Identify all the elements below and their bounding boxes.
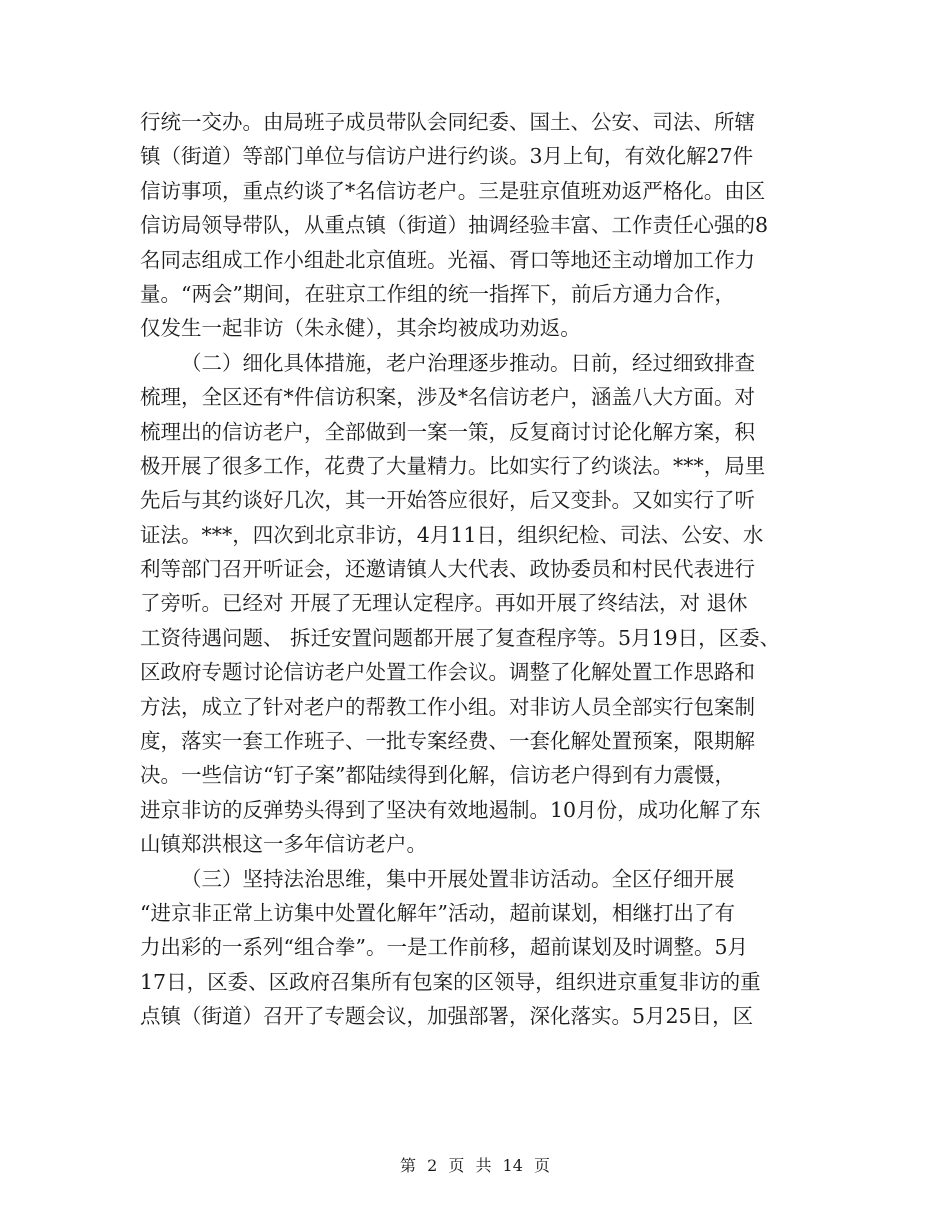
page-footer: 第 2 页 共 14 页 (400, 1156, 550, 1175)
body-text (140, 105, 830, 1034)
text-line: 17日，区委、区政府召集所有包案的区领导，组织进京重复非访的重 (140, 969, 761, 994)
text-line: 点镇（街道）召开了专题会议，加强部署，深化落实。5月25日，区 (140, 1004, 754, 1029)
text-line: 山镇郑洪根这一多年信访老户。 (140, 832, 427, 857)
text-line: （三）坚持法治思维，集中开展处置非访活动。全区仔细开展 (181, 866, 735, 891)
text-line: 证法。***，四次到北京非访，4月11日，组织纪检、司法、公安、水 (140, 522, 764, 547)
text-line: 方法，成立了针对老户的帮教工作小组。对非访人员全部实行包案制 (140, 694, 755, 719)
text-line: 名同志组成工作小组赴北京值班。光福、胥口等地还主动增加工作力 (140, 247, 755, 272)
text-line: 力出彩的一系列“组合拳”。一是工作前移，超前谋划及时调整。5月 (140, 935, 749, 960)
text-line: 行统一交办。由局班子成员带队会同纪委、国土、公安、司法、所辖 (140, 110, 755, 134)
text-line: 了旁听。已经对 开展了无理认定程序。再如开展了终结法，对 退休 (140, 591, 748, 616)
text-line: 进京非访的反弹势头得到了坚决有效地遏制。10月份，成功化解了东 (140, 797, 761, 822)
text-line: 先后与其约谈好几次，其一开始答应很好，后又变卦。又如实行了听 (140, 488, 755, 513)
text-line: 信访局领导带队，从重点镇（街道）抽调经验丰富、工作责任心强的8 (140, 213, 769, 238)
text-line: 量。“两会”期间，在驻京工作组的统一指挥下，前后方通力合作， (140, 281, 735, 306)
text-line: 梳理出的信访老户，全部做到一案一策，反复商讨讨论化解方案，积 (140, 419, 755, 444)
text-line: 利等部门召开听证会，还邀请镇人大代表、政协委员和村民代表进行 (140, 557, 755, 582)
text-line: “进京非正常上访集中处置化解年”活动，超前谋划，相继打出了有 (140, 900, 735, 925)
text-line: 镇（街道）等部门单位与信访户进行约谈。3月上旬，有效化解27件 (140, 144, 754, 169)
text-line: 区政府专题讨论信访老户处置工作会议。调整了化解处置工作思路和 (140, 660, 755, 685)
text-line: 决。一些信访“钉子案”都陆续得到化解，信访老户得到有力震慑， (140, 763, 735, 788)
text-line: 工资待遇问题、 拆迁安置问题都开展了复查程序等。5月19日，区委、 (140, 625, 781, 650)
text-line: 信访事项，重点约谈了*名信访老户。三是驻京值班劝返严格化。由区 (140, 178, 766, 203)
text-line: 仅发生一起非访（朱永健），其余均被成功劝返。 (140, 316, 581, 341)
text-line: 梳理，全区还有*件信访积案，涉及*名信访老户，涵盖八大方面。对 (140, 385, 755, 410)
text-line: 度，落实一套工作班子、一批专案经费、一套化解处置预案，限期解 (140, 729, 755, 754)
text-line: （二）细化具体措施，老户治理逐步推动。日前，经过细致排查 (181, 350, 755, 375)
text-line: 极开展了很多工作，花费了大量精力。比如实行了约谈法。***，局里 (140, 453, 766, 478)
